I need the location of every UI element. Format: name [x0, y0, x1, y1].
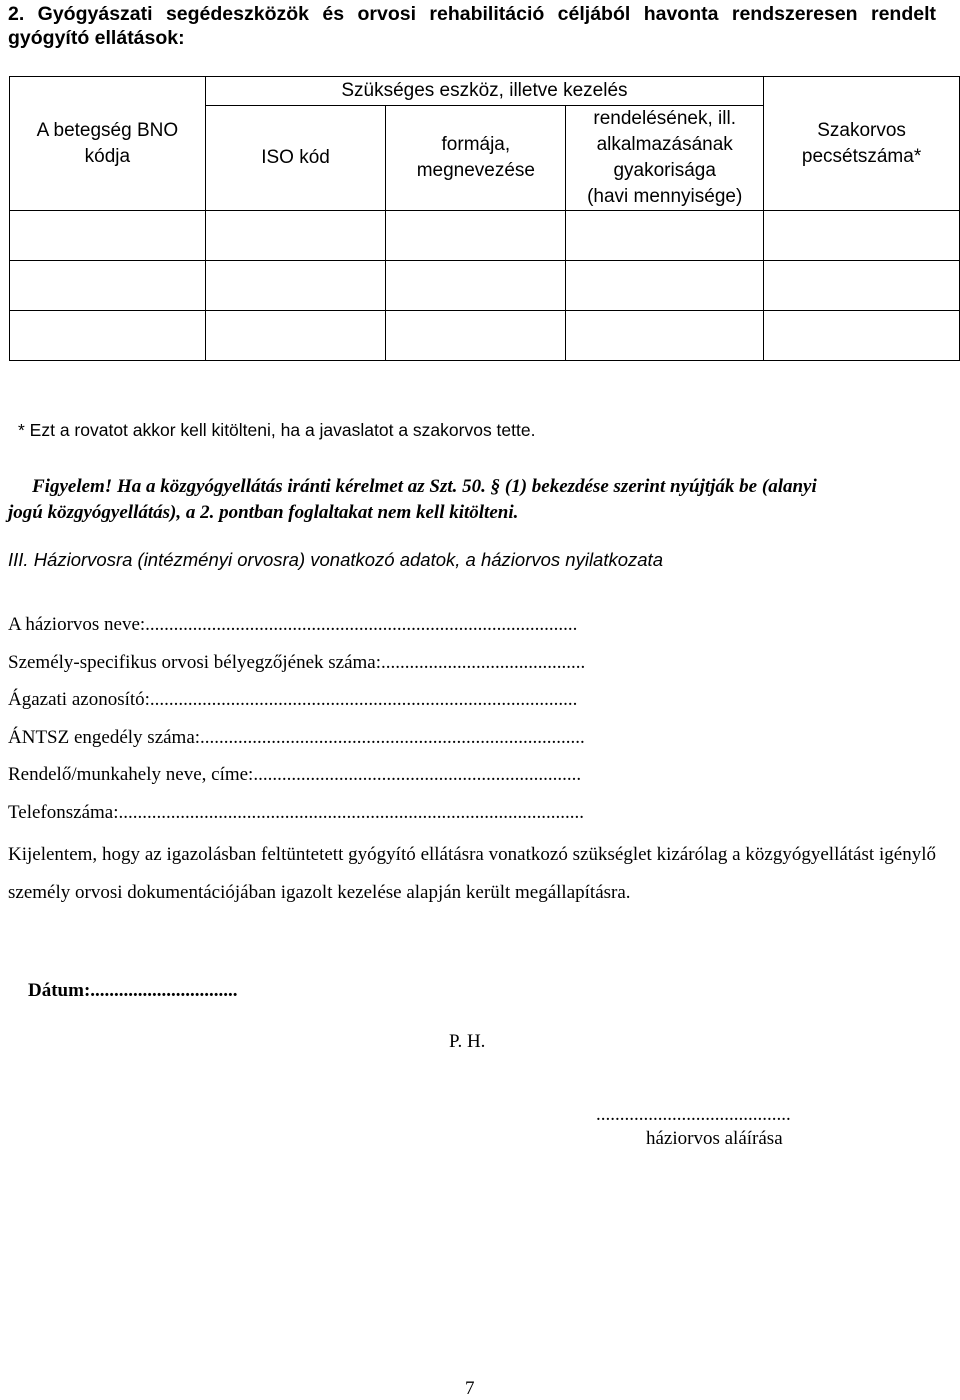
table-cell[interactable]: [764, 311, 960, 361]
header-specialist: [764, 77, 960, 211]
table-cell[interactable]: [205, 211, 386, 261]
header-frequency-line: gyakorisága: [613, 160, 716, 181]
header-specialist-line: Szakorvos: [817, 119, 906, 141]
warning-line: jogú közgyógyellátás), a 2. pontban foglaltakat nem kell kitölteni.: [8, 502, 519, 523]
table-cell[interactable]: [10, 311, 206, 361]
declaration-text: Kijelentem, hogy az igazolásban feltüntetett gyógyító ellátásra vonatkozó szükséglet kizárólag a közgyógyellátást igénylő személy orvosi dokumentációjában igazolt kezelése alapján került megállapításra.: [8, 844, 936, 903]
header-group: Szükséges eszköz, illetve kezelés: [205, 77, 763, 106]
field-office-address[interactable]: Rendelő/munkahely neve, címe:.....................................................................: [8, 764, 582, 785]
header-frequency: [566, 106, 764, 211]
field-antsz-license[interactable]: ÁNTSZ engedély száma:.................................................................................: [8, 727, 585, 748]
table-cell[interactable]: [386, 311, 566, 361]
table-cell[interactable]: [205, 261, 386, 311]
table-cell[interactable]: [566, 211, 764, 261]
table-cell[interactable]: [205, 311, 386, 361]
warning-note: [8, 474, 936, 526]
header-form: [386, 106, 566, 211]
table-row: [10, 311, 960, 361]
header-bno: [10, 77, 206, 211]
field-sector-id[interactable]: Ágazati azonosító:..........................................................................................: [8, 689, 578, 710]
prescription-table: [9, 76, 960, 361]
table-cell[interactable]: [566, 261, 764, 311]
footnote: * Ezt a rovatot akkor kell kitölteni, ha a javaslatot a szakorvos tette.: [18, 420, 536, 440]
signature-line[interactable]: .........................................: [596, 1104, 791, 1125]
header-frequency-line: (havi mennyisége): [587, 186, 743, 207]
table-cell[interactable]: [10, 211, 206, 261]
section3-title: III. Háziorvosra (intézményi orvosra) vonatkozó adatok, a háziorvos nyilatkozata: [8, 549, 663, 570]
field-doctor-name[interactable]: A háziorvos neve:...........................................................................................: [8, 614, 578, 635]
warning-line: Figyelem! Ha a közgyógyellátás iránti kérelmet az Szt. 50. § (1) bekezdése szerint nyújtják be (alanyi: [32, 476, 817, 497]
table-cell[interactable]: [764, 261, 960, 311]
field-stamp-number[interactable]: Személy-specifikus orvosi bélyegzőjének száma:...........................................: [8, 652, 586, 673]
field-phone[interactable]: Telefonszáma:..................................................................................................: [8, 802, 585, 823]
table-cell[interactable]: [386, 211, 566, 261]
table-cell[interactable]: [10, 261, 206, 311]
header-frequency-line: rendelésének, ill.: [593, 108, 736, 129]
header-bno-line: kódja: [84, 145, 131, 167]
header-frequency-line: alkalmazásának: [596, 134, 733, 155]
header-iso: ISO kód: [205, 106, 386, 211]
page-number: 7: [465, 1378, 475, 1399]
header-bno-line: A betegség BNO: [36, 119, 179, 141]
header-form-line: formája,: [441, 134, 511, 155]
signature-label: háziorvos aláírása: [646, 1128, 783, 1149]
table-row: [10, 211, 960, 261]
section-heading: 2. Gyógyászati segédeszközök és orvosi rehabilitáció céljából havonta rendszeresen rendelt gyógyító ellátások:: [8, 3, 936, 49]
table-cell[interactable]: [386, 261, 566, 311]
table-cell[interactable]: [764, 211, 960, 261]
stamp-place-label: P. H.: [449, 1031, 486, 1052]
header-form-line: megnevezése: [416, 160, 535, 181]
table-cell[interactable]: [566, 311, 764, 361]
table-row: [10, 261, 960, 311]
header-specialist-line: pecsétszáma*: [801, 145, 922, 167]
date-field[interactable]: Dátum:...............................: [28, 980, 238, 1001]
